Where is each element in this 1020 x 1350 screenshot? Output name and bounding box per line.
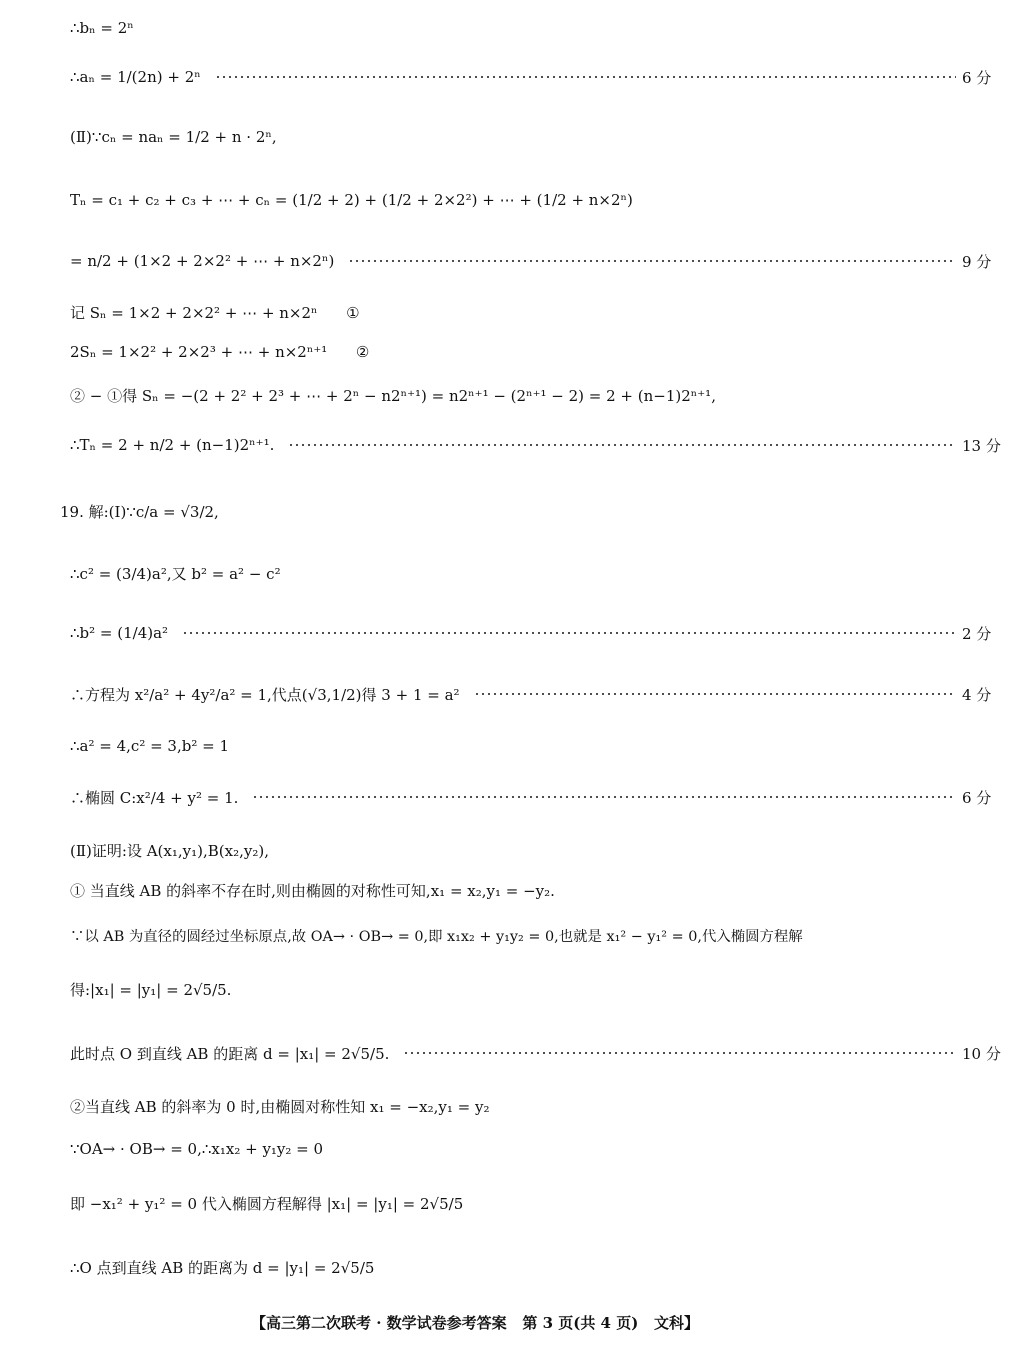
line-text: 记 Sₙ = 1×2 + 2×2² + ⋯ + n×2ⁿ ① — [70, 303, 360, 322]
line-7 — [0, 340, 1020, 364]
score-label: 2 分 — [962, 624, 992, 643]
score-label: 10 分 — [962, 1044, 1001, 1063]
line-text: ∴b² = (1/4)a² — [70, 624, 169, 642]
line-22 — [0, 1136, 1020, 1162]
line-10 — [0, 496, 1010, 526]
line-text: Tₙ = c₁ + c₂ + c₃ + ⋯ + cₙ = (1/2 + 2) + (1/2 + 2×2²) + ⋯ + (1/2 + n×2ⁿ) — [70, 191, 633, 209]
line-text: 得:|x₁| = |y₁| = 2√5/5. — [70, 980, 232, 999]
score-label: 9 分 — [962, 252, 992, 271]
line-19 — [0, 974, 1020, 1004]
score-label: 6 分 — [962, 788, 992, 807]
line-15 — [0, 782, 1020, 812]
line-text: 此时点 O 到直线 AB 的距离 d = |x₁| = 2√5/5. — [70, 1044, 390, 1063]
line-6 — [0, 300, 1020, 324]
line-text: ②当直线 AB 的斜率为 0 时,由椭圆对称性知 x₁ = −x₂,y₁ = y₂ — [70, 1097, 490, 1116]
page-footer: 【高三第二次联考 · 数学试卷参考答案 第 3 页(共 4 页) 文科】 — [251, 1314, 699, 1332]
line-20 — [0, 1038, 1020, 1068]
line-text: ∴a² = 4,c² = 3,b² = 1 — [70, 737, 230, 755]
line-text: (Ⅱ)∵cₙ = naₙ = 1/2 + n · 2ⁿ, — [70, 128, 277, 146]
line-text: ① 当直线 AB 的斜率不存在时,则由椭圆的对称性可知,x₁ = x₂,y₁ = −y₂. — [70, 881, 555, 900]
line-text: ∵以 AB 为直径的圆经过坐标原点,故 OA→ · OB→ = 0,即 x₁x₂ + y₁y₂ = 0,也就是 x₁² − y₁² = 0,代入椭圆方程解 — [70, 928, 803, 945]
line-text: ∴bₙ = 2ⁿ — [70, 19, 134, 37]
line-23 — [0, 1188, 1020, 1218]
line-text: ∴O 点到直线 AB 的距离为 d = |y₁| = 2√5/5 — [70, 1258, 375, 1277]
line-text: = n/2 + (1×2 + 2×2² + ⋯ + n×2ⁿ) — [70, 252, 335, 270]
line-11 — [0, 558, 1020, 588]
line-8 — [0, 382, 1020, 408]
score-label: 13 分 — [962, 436, 1001, 455]
line-4 — [0, 184, 1020, 216]
leader-dots — [182, 632, 956, 634]
line-2 — [0, 62, 1020, 92]
line-24 — [0, 1252, 1020, 1282]
line-text: ∴aₙ = 1/(2n) + 2ⁿ — [70, 68, 201, 86]
line-1 — [0, 16, 1020, 40]
line-text: 即 −x₁² + y₁² = 0 代入椭圆方程解得 |x₁| = |y₁| = 2√5/5 — [70, 1194, 464, 1213]
line-text: ∴Tₙ = 2 + n/2 + (n−1)2ⁿ⁺¹. — [70, 436, 275, 454]
leader-dots — [215, 76, 956, 78]
line-text: (Ⅱ)证明:设 A(x₁,y₁),B(x₂,y₂), — [70, 841, 269, 860]
line-3 — [0, 122, 1020, 152]
line-18 — [0, 922, 1020, 948]
leader-dots — [252, 796, 956, 798]
line-13 — [0, 678, 1020, 710]
line-16 — [0, 838, 1020, 862]
line-text: 2Sₙ = 1×2² + 2×2³ + ⋯ + n×2ⁿ⁺¹ ② — [70, 343, 370, 361]
line-text: ∴方程为 x²/a² + 4y²/a² = 1,代点(√3,1/2)得 3 + 1 = a² — [70, 685, 460, 704]
line-12 — [0, 618, 1020, 648]
line-5 — [0, 246, 1020, 276]
line-text: 19. 解:(Ⅰ)∵c/a = √3/2, — [60, 502, 219, 521]
line-9 — [0, 430, 1020, 460]
leader-dots — [348, 260, 956, 262]
leader-dots — [403, 1052, 956, 1054]
line-14 — [0, 734, 1020, 758]
line-21 — [0, 1094, 1020, 1118]
score-label: 6 分 — [962, 68, 992, 87]
line-17 — [0, 878, 1020, 902]
leader-dots — [474, 693, 956, 695]
leader-dots — [288, 444, 956, 446]
line-text: ② − ①得 Sₙ = −(2 + 2² + 2³ + ⋯ + 2ⁿ − n2ⁿ⁺¹) = n2ⁿ⁺¹ − (2ⁿ⁺¹ − 2) = 2 + (n−1)2ⁿ⁺¹, — [70, 386, 716, 405]
line-text: ∴椭圆 C:x²/4 + y² = 1. — [70, 788, 239, 807]
line-text: ∵OA→ · OB→ = 0,∴x₁x₂ + y₁y₂ = 0 — [70, 1140, 324, 1158]
score-label: 4 分 — [962, 685, 992, 704]
line-text: ∴c² = (3/4)a²,又 b² = a² − c² — [70, 564, 281, 583]
